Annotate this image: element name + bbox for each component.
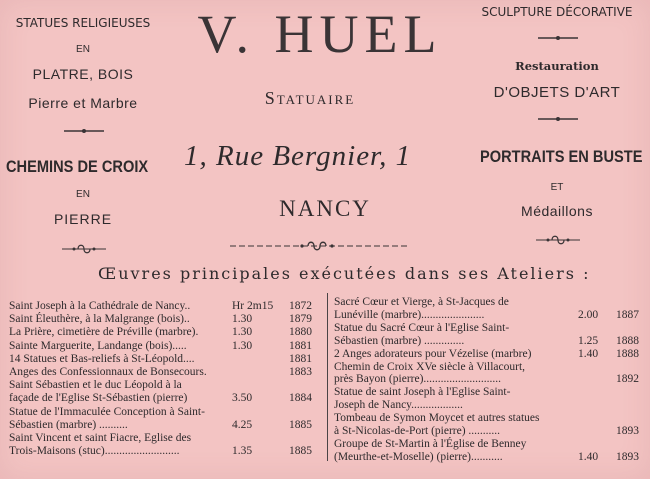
work-entry-text: Saint Éleuthère, à la Malgrange (bois).. (9, 313, 190, 326)
city: NANCY (279, 196, 371, 221)
work-entry-year: 1879 (289, 313, 312, 326)
work-entry-size: 1.40 (578, 450, 599, 463)
address: 1, Rue Bergnier, 1 (184, 140, 412, 172)
scroll-ornament-left (60, 243, 108, 255)
work-entry-text: Chemin de Croix XVe siècle à Villacourt, (334, 360, 526, 373)
work-entry-text: Anges des Confessionnaux de Bonsecours. (9, 366, 207, 378)
work-entry-text: Statue du Sacré Cœur à l'Eglise Saint- (334, 321, 510, 334)
column-divider (327, 293, 328, 461)
work-entry-size: Hr 2m15 (232, 300, 274, 312)
work-entry-text: Saint Vincent et saint Fiacre, Eglise des (9, 432, 192, 444)
right-line-6: Médaillons (521, 203, 593, 219)
work-entry-text: Lunéville (marbre)...................... (334, 308, 485, 321)
work-entry-year: 1892 (616, 373, 639, 386)
right-line-3: D'OBJETS D'ART (493, 84, 621, 101)
work-entry-size: 4.25 (232, 418, 253, 431)
work-entry-year: 1888 (616, 334, 639, 347)
left-line-3: PLATRE, BOIS (32, 66, 134, 82)
work-entry-year: 1872 (289, 300, 312, 312)
work-entry-text: Sainte Marguerite, Landange (bois)..... (9, 339, 187, 352)
work-entry-size: 1.30 (232, 326, 253, 339)
left-line-4: Pierre et Marbre (28, 95, 138, 111)
right-line-1: SCULPTURE DÉCORATIVE (481, 5, 633, 19)
right-line-4: PORTRAITS EN BUSTE (480, 147, 643, 166)
work-entry-text: Trois-Maisons (stuc).......................... (9, 445, 180, 458)
right-line-5: ET (550, 182, 564, 193)
work-entry-text: Sacré Cœur et Vierge, à St-Jacques de (334, 296, 509, 308)
scroll-ornament-center (228, 240, 410, 252)
work-entry-year: 1885 (289, 418, 312, 431)
scroll-ornament-right (534, 234, 582, 246)
work-entry-text: Sébastien (marbre) .......... (9, 418, 128, 431)
work-entry-year: 1888 (616, 347, 639, 360)
left-line-5: CHEMINS DE CROIX (6, 157, 149, 176)
work-entry-year: 1883 (289, 366, 312, 378)
work-entry-text: 14 Statues et Bas-reliefs à St-Léopold.... (9, 352, 195, 365)
work-entry-size: 1.25 (578, 334, 599, 347)
work-entry-text: Statue de l'Immaculée Conception à Saint- (9, 405, 205, 418)
work-entry-text: près Bayon (pierre)........................... (334, 373, 502, 386)
profession: Statuaire (264, 88, 356, 108)
work-entry-text: Saint Joseph à la Cathédrale de Nancy.. (9, 300, 191, 312)
work-entry-year: 1884 (289, 392, 312, 405)
firm-name: V. HUEL (197, 4, 443, 64)
work-entry-text: Groupe de St-Martin à l'Église de Benney (334, 437, 527, 450)
work-entry-size: 2.00 (578, 308, 599, 321)
work-entry-text: Joseph de Nancy.................. (334, 399, 463, 412)
work-entry-size: 1.30 (232, 313, 253, 326)
work-entry-year: 1887 (616, 308, 639, 321)
left-line-7: PIERRE (53, 211, 113, 227)
work-entry-year: 1893 (616, 425, 639, 437)
work-entry-year: 1880 (289, 326, 312, 339)
work-entry-size: 1.30 (232, 339, 253, 352)
work-entry-year: 1881 (289, 339, 312, 352)
left-line-1: STATUES RELIGIEUSES (15, 16, 151, 30)
work-entry-text: Saint Sébastien et le duc Léopold à la (9, 379, 182, 392)
work-entry-size: 1.35 (232, 445, 253, 458)
right-line-2: Restauration (515, 59, 599, 73)
work-entry-text: à St-Nicolas-de-Port (pierre) ........... (334, 425, 501, 437)
rule-ornament-left-top (62, 127, 106, 135)
work-entry-text: La Prière, cimetière de Préville (marbre). (9, 326, 199, 339)
work-entry-text: Statue de saint Joseph à l'Eglise Saint- (334, 386, 511, 399)
works-heading: Œuvres principales exécutées dans ses Ateliers : (98, 264, 591, 283)
work-entry-size: 3.50 (232, 392, 253, 405)
rule-ornament-right-top (536, 34, 580, 42)
work-entry-year: 1881 (289, 352, 312, 365)
work-entry-text: façade de l'Eglise St-Sébastien (pierre) (9, 392, 188, 405)
work-entry-year: 1885 (289, 445, 312, 458)
work-entry-text: Tombeau de Symon Moycet et autres statues (334, 412, 540, 425)
work-entry-text: (Meurthe-et-Moselle) (pierre)........... (334, 450, 503, 463)
work-entry-text: Sébastien (marbre) .............. (334, 334, 465, 347)
left-line-6: EN (76, 189, 90, 200)
work-entry-size: 1.40 (578, 347, 599, 360)
work-entry-year: 1893 (616, 450, 639, 463)
left-line-2: EN (76, 44, 90, 55)
work-entry-text: 2 Anges adorateurs pour Vézelise (marbre) (334, 347, 532, 360)
rule-ornament-right (536, 115, 580, 123)
